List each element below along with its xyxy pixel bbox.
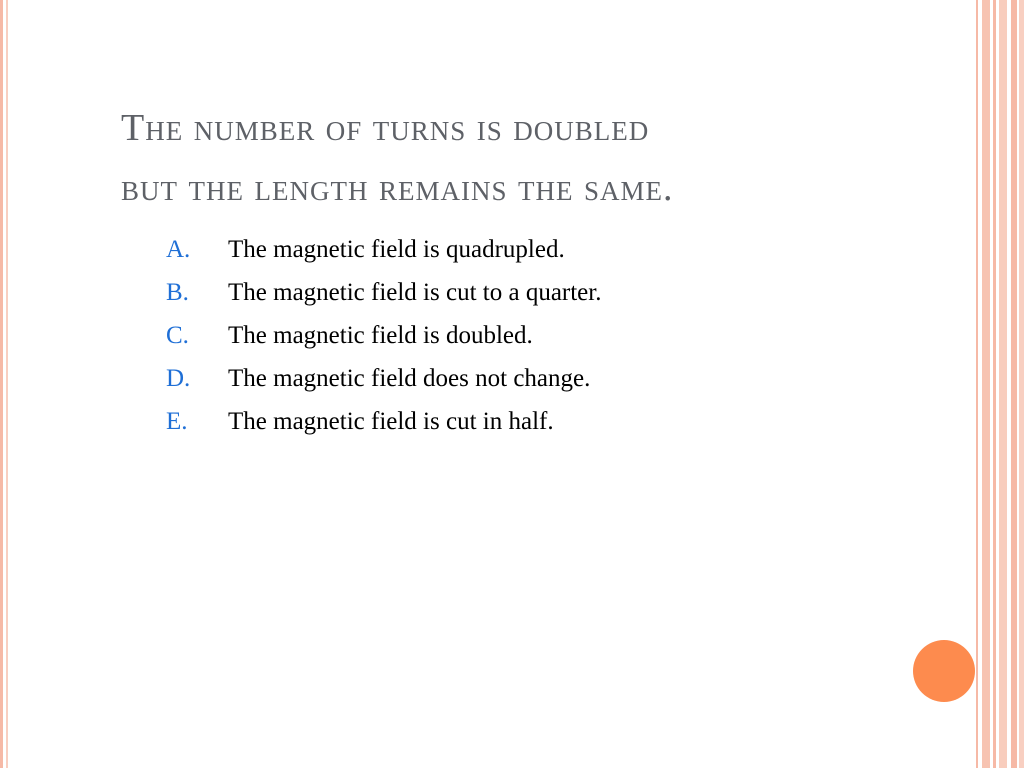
answer-option-d <box>166 357 601 400</box>
option-letter: D. <box>166 364 191 392</box>
option-letter: A. <box>166 235 191 263</box>
answer-option-c <box>166 314 601 357</box>
right-border-stripe <box>999 0 1007 768</box>
option-text: The magnetic field is doubled. <box>228 321 533 349</box>
right-border-stripe <box>1011 0 1017 768</box>
slide-title-line-2: but the length remains the same. <box>121 167 674 209</box>
answer-option-e <box>166 400 601 443</box>
left-border-stripe <box>0 0 3 768</box>
answer-option-a <box>166 228 601 271</box>
option-text: The magnetic field does not change. <box>228 364 591 392</box>
slide-title <box>121 98 961 218</box>
answer-options-list <box>166 228 601 443</box>
right-border-stripe <box>993 0 996 768</box>
option-text: The magnetic field is quadrupled. <box>228 235 565 263</box>
right-border-stripe <box>976 0 978 768</box>
answer-option-b <box>166 271 601 314</box>
accent-circle <box>913 640 975 702</box>
right-border-stripe <box>982 0 990 768</box>
option-text: The magnetic field is cut in half. <box>228 407 554 435</box>
option-letter: E. <box>166 407 188 435</box>
right-border-stripe <box>1019 0 1024 768</box>
left-border-stripe-inner <box>6 0 8 768</box>
slide-title-line-1: The number of turns is doubled <box>121 107 650 149</box>
option-text: The magnetic field is cut to a quarter. <box>228 278 602 306</box>
option-letter: B. <box>166 278 189 306</box>
option-letter: C. <box>166 321 189 349</box>
